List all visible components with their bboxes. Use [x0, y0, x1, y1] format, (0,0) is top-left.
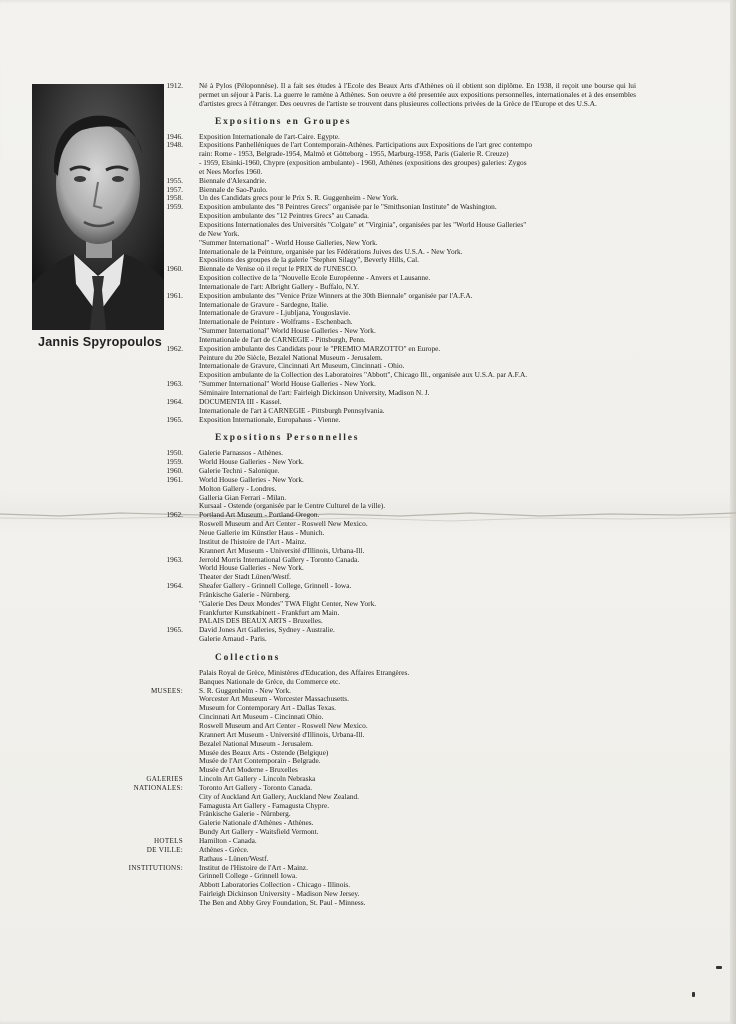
collection-items: [199, 687, 636, 775]
category-label: GALERIES: [146, 775, 183, 784]
entry-year: 1964.: [166, 581, 183, 591]
collection-item: Musée d'Art Moderne - Bruxelles: [199, 765, 298, 775]
entry-line: Jerrold Morris International Gallery - Toronto Canada.: [199, 554, 360, 564]
collection-item: Bezalel National Museum - Jerusalem.: [199, 738, 313, 748]
entry-year: 1950.: [166, 448, 183, 458]
entry-line: Fränkische Galerie - Nürnberg.: [199, 589, 291, 599]
entry-line: PALAIS DES BEAUX ARTS - Bruxelles.: [199, 616, 323, 626]
entry-line: Internationale de l'art: Albright Gallery - Buffalo, N.Y.: [199, 281, 360, 291]
collection-item: Banques Nationale de Grèce, du Commerce etc.: [199, 676, 341, 686]
entry-year: 1957.: [166, 184, 183, 194]
entry-text: [199, 345, 636, 380]
exhibition-entry: [128, 476, 636, 511]
personal-exhibitions-heading: Expositions Personnelles: [215, 433, 360, 444]
collection-item: Athènes - Grèce.: [199, 844, 249, 854]
entry-line: Internationale de la Peinture, organisée par les Fédérations Juives des U.S.A. - New York.: [199, 246, 463, 256]
collection-item: Galerie Nationale d'Athènes - Athènes.: [199, 818, 314, 828]
ink-speck: [692, 992, 695, 997]
entry-line: Exposition ambulante des Candidats pour le "PREMIO MARZOTTO" en Europe.: [199, 343, 441, 353]
entry-year: 1964.: [166, 396, 183, 406]
entry-line: Exposition Internationale, Europahaus - Vienne.: [199, 414, 341, 424]
entry-line: Biennale de Venise où il reçut le PRIX de l'UNESCO.: [199, 264, 358, 274]
collection-items: [199, 837, 636, 864]
entry-year: 1962.: [166, 510, 183, 520]
exhibition-entry: [128, 141, 636, 176]
entry-year: 1965.: [166, 414, 183, 424]
entry-year: 1961.: [166, 290, 183, 300]
collection-item: Bundy Art Gallery - Waitsfield Vermont.: [199, 827, 319, 837]
group-exhibitions-heading: Expositions en Groupes: [215, 116, 352, 127]
collection-group: [128, 864, 636, 908]
entry-text: [199, 292, 636, 345]
entry-line: Galerie Techni - Salonique.: [199, 466, 280, 476]
collection-item: Cincinnati Art Museum - Cincinnati Ohio.: [199, 712, 324, 722]
entry-line: rain: Rome - 1953, Belgrade-1954, Malmö et Götteborg - 1955, Marburg-1958, Paris (Galerie R. Creuze): [199, 149, 509, 159]
entry-line: Exposition collective de la "Nouvelle Ecole Européenne - Anvers et Lausanne.: [199, 273, 431, 283]
entry-line: Internationale de l'art à CARNEGIE - Pittsburgh Pennsylvania.: [199, 405, 385, 415]
entry-line: Exposition ambulante des "12 Peintres Grecs" au Canada.: [199, 211, 369, 221]
entry-line: Expositions des groupes de la galerie "Stephen Silagy", Beverly Hills, Cal.: [199, 255, 419, 265]
collection-item: Abbott Laboratories Collection - Chicago - Illinois.: [199, 880, 351, 890]
entry-line: Séminaire International de l'art: Fairleigh Dickinson University, Madison N. J.: [199, 388, 430, 397]
exhibition-entry: [128, 203, 636, 265]
collection-category: [128, 687, 199, 775]
entry-line: Krannert Art Museum - Université d'Illinois, Urbana-Ill.: [199, 545, 365, 555]
entry-text: [199, 203, 636, 265]
collection-item: Lincoln Art Gallery - Lincoln Nebraska: [199, 774, 316, 784]
entry-text: [199, 380, 636, 398]
entry-line: World House Galleries - New York.: [199, 563, 304, 573]
entry-year: 1965.: [166, 625, 183, 635]
exhibition-entry: [128, 416, 636, 425]
entry-line: Peinture du 20e Siècle, Bezalel National Museum - Jerusalem.: [199, 352, 383, 362]
entry-year: 1961.: [166, 474, 183, 484]
entry-line: Exposition ambulante des "Venice Prize Winners at the 30th Biennale" organisée par l'A.F.A.: [199, 290, 473, 300]
exhibition-entry: [128, 556, 636, 583]
entry-line: Portland Art Museum - Portland Oregon.: [199, 510, 320, 520]
entry-line: David Jones Art Galleries, Sydney - Australie.: [199, 625, 335, 635]
entry-year: 1955.: [166, 175, 183, 185]
exhibition-entry: [128, 345, 636, 380]
exhibition-entry: [128, 582, 636, 626]
entry-line: Kursaal - Ostende (organisée par le Centre Culturel de la ville).: [199, 501, 386, 511]
collection-item: Institut de l'Histoire de l'Art - Mainz.: [199, 862, 308, 872]
entry-text: [199, 141, 636, 176]
category-label: NATIONALES:: [133, 783, 183, 792]
entry-line: Un des Candidats grecs pour le Prix S. R. Guggenheim - New York.: [199, 193, 399, 203]
collection-item: S. R. Guggenheim - New York.: [199, 685, 292, 695]
entry-year: 1946.: [166, 131, 183, 141]
entry-line: et Nees Morfes 1960.: [199, 166, 263, 176]
collection-items: [199, 864, 636, 908]
entry-line: Galleria Gian Ferrari - Milan.: [199, 492, 287, 502]
entry-year: 1959.: [166, 202, 183, 212]
entry-line: Neue Gallerie im Künstler Haus - Munich.: [199, 527, 325, 537]
entry-line: Biennale de Sao-Paulo.: [199, 184, 268, 194]
entry-year: 1963.: [166, 554, 183, 564]
category-label: INSTITUTIONS:: [128, 863, 183, 872]
collection-group: [128, 775, 636, 837]
entry-line: Roswell Museum and Art Center - Roswell New Mexico.: [199, 519, 368, 529]
entry-line: Frankfurter Kunstkabinett - Frankfurt am Main.: [199, 607, 340, 617]
entry-text: [199, 511, 636, 555]
entry-year: 1963.: [166, 379, 183, 389]
collection-category: [128, 775, 199, 837]
collection-category: [128, 837, 199, 864]
collection-item: Palais Royal de Grèce, Ministères d'Education, des Affaires Etrangères.: [199, 667, 410, 677]
entry-line: Expositions Panhelléniques de l'art Contemporain-Athènes. Participations aux Expositions de l'art grec contempo: [199, 140, 533, 150]
entry-line: Internationale de Peinture - Wolframs - Eschenbach.: [199, 317, 353, 327]
entry-line: Exposition ambulante de la Collection des Laboratoires "Abbott", Chicago Ill., organisée aux U.S.A. par A.F.A.: [199, 370, 528, 380]
collection-item: Roswell Museum and Art Center - Roswell New Mexico.: [199, 721, 368, 730]
collection-item: Museum for Contemporary Art - Dallas Texas.: [199, 703, 337, 713]
entry-text: [199, 265, 636, 292]
entry-year: 1962.: [166, 343, 183, 353]
exhibition-entry: [128, 398, 636, 416]
entry-text: [199, 626, 636, 644]
exhibition-entry: [128, 265, 636, 292]
group-exhibitions-list: [128, 133, 636, 425]
category-label: DE VILLE:: [146, 845, 183, 854]
biography-text: [128, 82, 636, 908]
category-label: HOTELS: [154, 836, 183, 845]
entry-year: 1960.: [166, 264, 183, 274]
entry-year: 1948.: [166, 140, 183, 150]
personal-exhibitions-list: [128, 449, 636, 644]
entry-line: Exposition ambulante des "8 Peintres Grecs" organisée par le "Smithsonian Institute" de Washington.: [199, 202, 497, 212]
collections-list: [128, 669, 636, 908]
collection-item: Toronto Art Gallery - Toronto Canada.: [199, 782, 313, 792]
artist-name-caption: Jannis Spyropoulos: [38, 335, 162, 349]
collection-items: [199, 775, 636, 837]
entry-line: Galerie Parnassos - Athènes.: [199, 448, 284, 458]
entry-line: Expositions Internationales des Universités "Colgate" et "Virginia", organisées par les "World House Galleries": [199, 219, 527, 229]
collection-item: City of Auckland Art Gallery, Auckland New Zealand.: [199, 791, 360, 801]
entry-line: World House Galleries - New York.: [199, 474, 304, 484]
collection-item: Musée des Beaux Arts - Ostende (Belgique): [199, 747, 329, 757]
collection-group: [128, 687, 636, 775]
entry-line: - 1959, Elsinki-1960, Chypre (exposition ambulante) - 1960, Athènes (expositions des groupes) galeries: Zygos: [199, 158, 527, 168]
category-label: MUSEES:: [150, 686, 183, 695]
entry-text: [199, 582, 636, 626]
entry-line: Galerie Arnaud - Paris.: [199, 634, 267, 644]
entry-line: "Summer International" World House Galleries - New York.: [199, 379, 376, 389]
entry-line: Internationale de Gravure - Ljubljana, Yougoslavie.: [199, 308, 351, 318]
entry-line: Biennale d'Alexandrie.: [199, 175, 267, 185]
entry-text: [199, 556, 636, 583]
entry-text: [199, 416, 636, 425]
collection-item: Musée de l'Art Contemporain - Belgrade.: [199, 756, 321, 766]
collection-group: [128, 669, 636, 687]
entry-line: Sheafer Gallery - Grinnell College, Grinnell - Iowa.: [199, 581, 352, 591]
entry-text: [199, 476, 636, 511]
collection-item: Krannert Art Museum - Université d'Illinois, Urbana-Ill.: [199, 729, 365, 739]
entry-line: Exposition Internationale de l'art-Caire. Egypte.: [199, 131, 340, 141]
collection-item: Hamilton - Canada.: [199, 835, 257, 845]
collection-items: [199, 669, 636, 687]
ink-speck: [716, 966, 722, 969]
collection-item: Worcester Art Museum - Worcester Massachusetts.: [199, 694, 350, 704]
page-edge: [730, 0, 736, 1024]
exhibition-entry: [128, 511, 636, 555]
entry-line: Internationale de Gravure - Sardegne, Italie.: [199, 299, 329, 309]
collection-item: Fairleigh Dickinson University - Madison New Jersey.: [199, 889, 360, 899]
bio-paragraph: Né à Pylos (Péloponnèse). Il a fait ses études à l'Ecole des Beaux Arts d'Athènes où il obtient son diplôme. En 1938, il reçoit une bourse qui lui permet un séjour à Paris. La guerre le ramène à Athènes. Son oeuvre a été presentée aux expositions personnelles, internationales et à des ensembles d'artistes grecs à l'étranger. Des oeuvres de l'artiste se trouvent dans plusieures collections privées de la Grèce de l'Europe et des U.S.A.: [199, 81, 636, 108]
collection-item: Fränkische Galerie - Nürnberg.: [199, 809, 291, 819]
entry-line: World House Galleries - New York.: [199, 457, 304, 467]
exhibition-entry: [128, 292, 636, 345]
entry-line: Internationale de Gravure, Cincinnati Art Museum, Cincinnati - Ohio.: [199, 361, 405, 371]
entry-line: Molton Gallery - Londres.: [199, 483, 277, 493]
entry-text: [199, 398, 636, 416]
collections-heading: Collections: [215, 652, 281, 663]
exhibition-entry: [128, 626, 636, 644]
entry-year: 1960.: [166, 466, 183, 476]
entry-year: 1959.: [166, 457, 183, 467]
collection-category: [128, 864, 199, 908]
entry-line: DOCUMENTA III - Kassel.: [199, 396, 282, 406]
bio-row: [128, 82, 636, 109]
entry-line: Institut de l'histoire de l'Art - Mainz.: [199, 536, 307, 546]
collection-group: [128, 837, 636, 864]
entry-line: "Summer International" World House Galleries - New York.: [199, 326, 376, 336]
collection-item: Famagusta Art Gallery - Famagusta Chypre.: [199, 800, 330, 810]
entry-line: Theater der Stadt Lünen/Westf.: [199, 572, 291, 582]
entry-line: de New York.: [199, 228, 240, 238]
entry-line: "Galerie Des Deux Mondes" TWA Flight Center, New York.: [199, 598, 377, 608]
entry-year: 1958.: [166, 193, 183, 203]
exhibition-entry: [128, 380, 636, 398]
bio-year: 1912.: [166, 81, 183, 90]
collection-item: The Ben and Abby Grey Foundation, St. Paul - Minness.: [199, 897, 366, 907]
entry-line: Internationale de l'art de CARNEGIE - Pittsburgh, Penn.: [199, 334, 366, 344]
collection-item: Rathaus - Lünen/Westf.: [199, 853, 269, 863]
collection-item: Grinnell College - Grinnell Iowa.: [199, 871, 298, 881]
collection-category: [128, 669, 199, 687]
entry-line: "Summer International" - World House Galleries, New York.: [199, 237, 378, 247]
